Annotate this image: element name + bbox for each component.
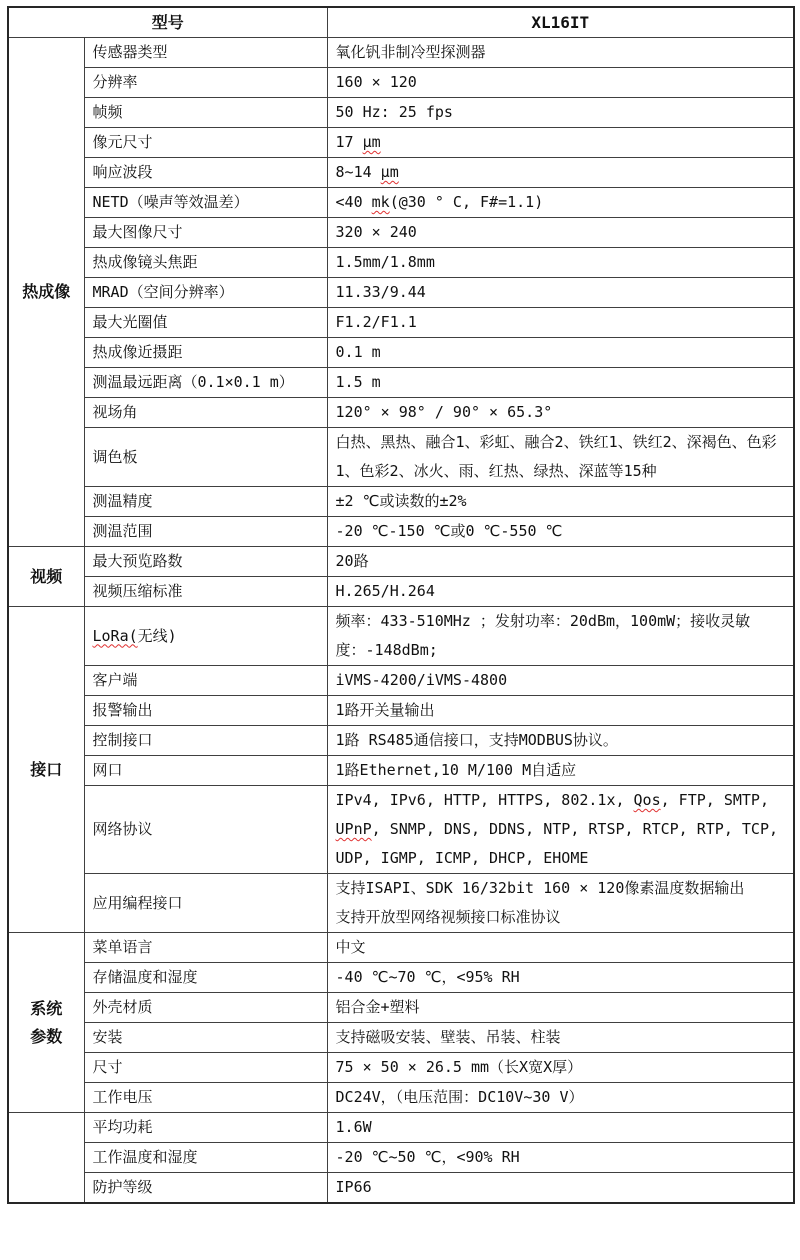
value-cell: 支持磁吸安装、壁装、吊装、柱装: [327, 1023, 794, 1053]
value-cell: 120° × 98° / 90° × 65.3°: [327, 398, 794, 428]
param-label: 热成像近摄距: [84, 338, 327, 368]
param-label: 调色板: [84, 428, 327, 487]
table-row: [8, 1113, 794, 1143]
model-value: XL16IT: [327, 7, 794, 38]
param-label: 帧频: [84, 98, 327, 128]
value-cell: [327, 188, 794, 218]
misspelled-text: LoRa(: [92, 626, 138, 645]
param-label: 控制接口: [84, 726, 327, 756]
param-label: 网络协议: [84, 786, 327, 874]
table-row: [8, 218, 794, 248]
value-cell: F1.2/F1.1: [327, 308, 794, 338]
label-text: 无线): [137, 626, 177, 645]
param-label: 响应波段: [84, 158, 327, 188]
param-label: 热成像镜头焦距: [84, 248, 327, 278]
table-row: [8, 666, 794, 696]
value-cell: 75 × 50 × 26.5 mm（长X宽X厚）: [327, 1053, 794, 1083]
param-label: 外壳材质: [84, 993, 327, 1023]
table-row: [8, 128, 794, 158]
misspelled-text: mk: [371, 193, 390, 211]
table-row: [8, 188, 794, 218]
value-cell: -20 ℃~50 ℃，<90% RH: [327, 1143, 794, 1173]
value-line: 支持开放型网络视频接口标准协议: [335, 908, 561, 926]
value-cell: -40 ℃~70 ℃，<95% RH: [327, 963, 794, 993]
value-cell: 320 × 240: [327, 218, 794, 248]
value-cell: iVMS-4200/iVMS-4800: [327, 666, 794, 696]
param-label: NETD（噪声等效温差）: [84, 188, 327, 218]
value-cell: [327, 874, 794, 933]
table-row: [8, 577, 794, 607]
table-row: [8, 1083, 794, 1113]
spec-table: [7, 6, 795, 1204]
table-row: [8, 308, 794, 338]
group-cell-system: [8, 933, 84, 1113]
value-cell: [327, 158, 794, 188]
value-cell: 50 Hz: 25 fps: [327, 98, 794, 128]
table-row: [8, 963, 794, 993]
table-row: [8, 786, 794, 874]
value-cell: 频率：433-510MHz ；发射功率：20dBm，100mW；接收灵敏度：-148dBm;: [327, 607, 794, 666]
table-row: [8, 278, 794, 308]
param-label: 客户端: [84, 666, 327, 696]
group-cell-empty: [8, 1113, 84, 1204]
value-cell: H.265/H.264: [327, 577, 794, 607]
param-label: MRAD（空间分辨率）: [84, 278, 327, 308]
param-label: 安装: [84, 1023, 327, 1053]
group-cell-video: 视频: [8, 547, 84, 607]
table-row: [8, 696, 794, 726]
table-row: [8, 158, 794, 188]
model-label: 型号: [8, 7, 327, 38]
table-row: [8, 68, 794, 98]
value-cell: 1路Ethernet,10 M/100 M自适应: [327, 756, 794, 786]
value-cell: 1.5 m: [327, 368, 794, 398]
table-row: [8, 933, 794, 963]
param-label: 最大图像尺寸: [84, 218, 327, 248]
param-label: 平均功耗: [84, 1113, 327, 1143]
value-cell: 氧化钒非制冷型探测器: [327, 38, 794, 68]
group-cell-interface: 接口: [8, 607, 84, 933]
value-cell: [327, 128, 794, 158]
param-label: 工作温度和湿度: [84, 1143, 327, 1173]
table-row: [8, 338, 794, 368]
param-label: [84, 607, 327, 666]
table-row: [8, 993, 794, 1023]
param-label: 尺寸: [84, 1053, 327, 1083]
param-label: 存储温度和湿度: [84, 963, 327, 993]
table-row: [8, 726, 794, 756]
value-line: 支持ISAPI、SDK 16/32bit 160 × 120像素温度数据输出: [335, 879, 745, 897]
param-label: 菜单语言: [84, 933, 327, 963]
table-row: [8, 607, 794, 666]
value-cell: ±2 ℃或读数的±2%: [327, 487, 794, 517]
param-label: 测温最远距离（0.1×0.1 m）: [84, 368, 327, 398]
param-label: 最大光圈值: [84, 308, 327, 338]
group-label-line: 系统: [30, 998, 63, 1018]
table-row: [8, 517, 794, 547]
value-cell: 1路 RS485通信接口，支持MODBUS协议。: [327, 726, 794, 756]
param-label: 最大预览路数: [84, 547, 327, 577]
table-row: [8, 487, 794, 517]
value-cell: 20路: [327, 547, 794, 577]
table-row: [8, 38, 794, 68]
table-row: [8, 368, 794, 398]
table-row: [8, 248, 794, 278]
value-cell: 中文: [327, 933, 794, 963]
table-row: [8, 1173, 794, 1204]
value-text: , FTP, SMTP,: [660, 791, 769, 809]
param-label: 测温范围: [84, 517, 327, 547]
value-text: , SNMP, DNS, DDNS, NTP, RTSP, RTCP, RTP, TCP, UDP, IGMP, ICMP, DHCP, EHOME: [335, 820, 779, 867]
param-label: 报警输出: [84, 696, 327, 726]
table-row: [8, 1023, 794, 1053]
value-cell: 1.5mm/1.8mm: [327, 248, 794, 278]
table-row: [8, 547, 794, 577]
param-label: 视频压缩标准: [84, 577, 327, 607]
misspelled-text: μm: [362, 133, 381, 151]
value-cell: 160 × 120: [327, 68, 794, 98]
table-row: [8, 398, 794, 428]
value-cell: 白热、黑热、融合1、彩虹、融合2、铁红1、铁红2、深褐色、色彩1、色彩2、冰火、雨、红热、绿热、深蓝等15种: [327, 428, 794, 487]
value-cell: 11.33/9.44: [327, 278, 794, 308]
value-cell: 0.1 m: [327, 338, 794, 368]
value-cell-protocols: [327, 786, 794, 874]
table-row: [8, 1053, 794, 1083]
value-text: IPv4, IPv6, HTTP, HTTPS, 802.1x,: [335, 791, 634, 809]
param-label: 像元尺寸: [84, 128, 327, 158]
param-label: 网口: [84, 756, 327, 786]
table-row: [8, 756, 794, 786]
table-row: [8, 428, 794, 487]
value-text: 17: [335, 133, 363, 151]
value-cell: -20 ℃-150 ℃或0 ℃-550 ℃: [327, 517, 794, 547]
value-cell: 1路开关量输出: [327, 696, 794, 726]
param-label: 测温精度: [84, 487, 327, 517]
group-label-line: 参数: [30, 1026, 63, 1046]
value-cell: IP66: [327, 1173, 794, 1204]
table-row: [8, 874, 794, 933]
value-cell: 1.6W: [327, 1113, 794, 1143]
misspelled-text: μm: [380, 163, 399, 181]
misspelled-text: UPnP: [335, 820, 372, 838]
header-row: [8, 7, 794, 38]
value-text: (@30 ° C, F#=1.1): [389, 193, 544, 211]
value-cell: 铝合金+塑料: [327, 993, 794, 1023]
value-text: 8~14: [335, 163, 381, 181]
misspelled-text: Qos: [633, 791, 661, 809]
table-row: [8, 98, 794, 128]
param-label: 视场角: [84, 398, 327, 428]
table-row: [8, 1143, 794, 1173]
param-label: 分辨率: [84, 68, 327, 98]
group-cell-thermal: 热成像: [8, 38, 84, 547]
param-label: 防护等级: [84, 1173, 327, 1204]
param-label: 传感器类型: [84, 38, 327, 68]
param-label: 工作电压: [84, 1083, 327, 1113]
value-cell: DC24V，（电压范围：DC10V~30 V）: [327, 1083, 794, 1113]
param-label: 应用编程接口: [84, 874, 327, 933]
value-text: <40: [335, 193, 372, 211]
